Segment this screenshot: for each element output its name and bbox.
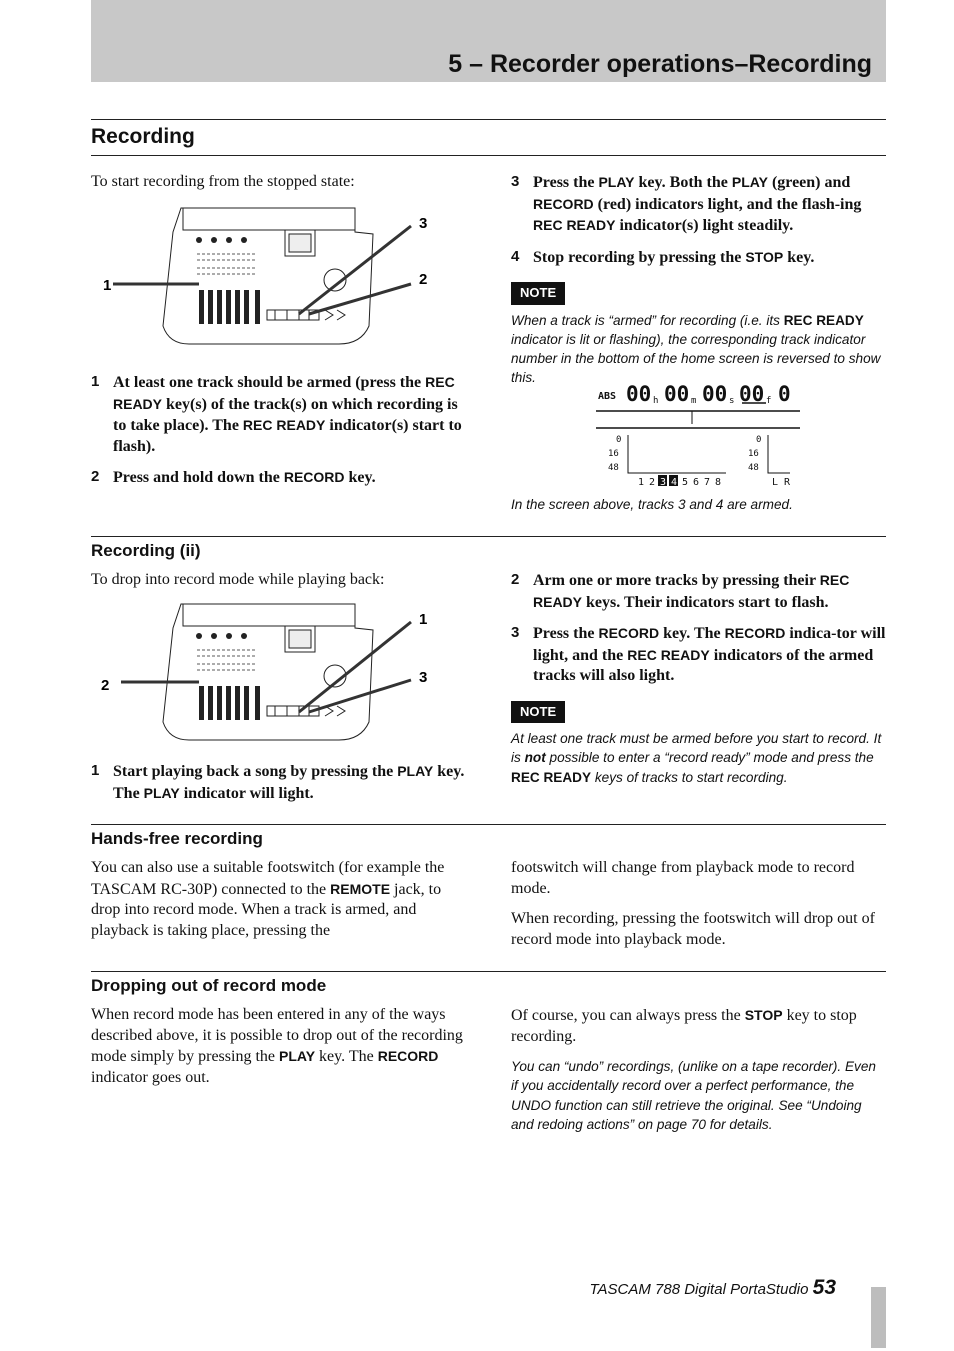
section-title-recording-ii: Recording (ii) [91, 541, 201, 560]
s1-steps-left [91, 372, 466, 499]
s1-intro: To start recording from the stopped state: [91, 173, 355, 190]
step-2 [511, 570, 886, 613]
lcd-minutes-unit: m [691, 396, 697, 406]
paragraph [91, 858, 466, 941]
step-text: indicator(s) light steadily. [615, 217, 794, 234]
section-title-dropping-out: Dropping out of record mode [91, 976, 327, 995]
step-number: 4 [511, 247, 520, 265]
lcd-track-number: 8 [715, 477, 722, 488]
section-title-recording: Recording [91, 125, 195, 148]
page-edge-tab [871, 1287, 886, 1348]
section-rule [91, 824, 886, 825]
callout-label: 1 [419, 611, 428, 628]
section-rule [91, 155, 886, 156]
paragraph-text: indicator goes out. [91, 1068, 210, 1086]
s1-steps-right [511, 172, 886, 388]
note-text [511, 729, 886, 787]
lcd-track-number: 6 [693, 477, 700, 488]
key-name: PLAY [278, 1048, 316, 1064]
section-rule [91, 119, 886, 120]
paragraph-text: Of course, you can always press the [511, 1007, 745, 1024]
key-name: PLAY [598, 174, 635, 190]
s2-steps-left [91, 761, 466, 814]
lcd-track-number: 4 [671, 477, 678, 488]
step-number: 2 [511, 571, 520, 588]
callout-label: 2 [419, 271, 428, 288]
key-name: REC READY [783, 312, 864, 328]
section-rule [91, 536, 886, 537]
paragraph-text: When record mode has been entered in any of the ways described above, it is possible to drop out of the recording mode simply by pressing the [91, 1006, 463, 1065]
recorder-illustration-2 [99, 600, 439, 746]
lcd-track-number: 1 [638, 477, 645, 488]
step-text: indicator(s) start to flash). [113, 417, 462, 455]
step-number: 1 [91, 373, 100, 390]
lcd-track-number: 5 [682, 477, 689, 488]
step-number: 2 [91, 468, 100, 485]
lcd-screen-illustration [594, 381, 804, 489]
lcd-meter-frame [768, 435, 790, 473]
key-name: RECORD [598, 625, 660, 641]
lcd-meter-frame [628, 435, 726, 473]
key-name: REC READY [533, 572, 850, 610]
note-text-part: possible to enter a “record ready” mode and press the [545, 750, 874, 766]
lcd-hours-unit: h [653, 396, 659, 406]
lcd-frames-unit: f [766, 396, 772, 406]
lcd-caption: In the screen above, tracks 3 and 4 are armed. [511, 497, 793, 512]
lcd-scale-label: 0 [616, 435, 622, 445]
step-number: 3 [511, 624, 520, 641]
lcd-seconds: 00 [702, 382, 728, 406]
step-text: indicator will light. [179, 784, 314, 802]
recorder-illustration-1 [99, 204, 439, 350]
s2-steps-right [511, 570, 886, 787]
step-number: 3 [511, 173, 520, 190]
step-text: key. Both the [634, 174, 732, 191]
tip-text: You can “undo” recordings, (unlike on a tape recorder). Even if you accidentally record over a perfect performance, the UNDO function can still retrieve the original. See “Undoing and redoing actions” on page 70 for details. [511, 1059, 876, 1132]
note-text-part: When a track is “armed” for recording (i.e. its [511, 312, 784, 328]
key-name: PLAY [143, 784, 180, 801]
lcd-frames: 00 [739, 382, 765, 406]
paragraph-text: key to stop recording. [511, 1007, 857, 1045]
note-text-part: indicator is lit or flashing), the corresponding track indicator number in the bottom of the home screen is reversed to show this. [511, 331, 881, 386]
step-number: 1 [91, 762, 100, 779]
step-text: key(s) of the track(s) on which recording is to take place). The [113, 395, 458, 434]
key-name: REC READY [627, 646, 710, 663]
step-1 [91, 372, 466, 457]
step-text: keys. Their indicators start to flash. [582, 593, 829, 611]
lcd-seconds-unit: s [729, 396, 735, 406]
lcd-subframe: 0 [778, 382, 791, 406]
paragraph: When recording, pressing the footswitch will drop out of record mode into playback mode. [511, 910, 875, 948]
lcd-track-number: 2 [649, 477, 656, 488]
key-name: REC READY [533, 217, 616, 233]
s3-right [511, 858, 886, 960]
callout-label: 2 [101, 677, 110, 694]
lcd-scale-label: 16 [748, 449, 759, 459]
paragraph [91, 1005, 466, 1088]
step-text: key. The [113, 763, 465, 802]
note-text-part: At least one track must be armed before you start to record. It is [511, 731, 882, 766]
paragraph-text: jack, to drop into record mode. When a track is armed, and playback is taking place, pressing the [91, 880, 442, 939]
note-emphasis: not [524, 750, 546, 766]
note-text [511, 311, 886, 388]
key-name: PLAY [731, 174, 768, 190]
step-text: key. The [659, 625, 725, 642]
key-name: REC READY [113, 374, 455, 412]
key-name: STOP [745, 248, 784, 265]
callout-lines [121, 622, 411, 712]
footer-product: TASCAM 788 Digital PortaStudio [589, 1281, 809, 1298]
note-badge: NOTE [511, 282, 565, 305]
step-4 [511, 247, 886, 269]
step-text: (red) indicators light, and the flash-ing [593, 195, 862, 213]
key-name: REC READY [242, 417, 326, 433]
page-number: 53 [812, 1276, 836, 1299]
s2-intro: To drop into record mode while playing back: [91, 571, 385, 588]
step-1 [91, 761, 466, 804]
chapter-header-band [91, 0, 886, 82]
paragraph-text: You can also use a suitable footswitch (for example the TASCAM RC-30P) connected to the [91, 859, 445, 898]
lcd-scale-label: 48 [748, 463, 759, 473]
s4-right [511, 1005, 886, 1134]
step-text: Start playing back a song by pressing the [113, 763, 398, 780]
step-text: Arm one or more tracks by pressing their [533, 572, 820, 589]
note-text-part: keys of tracks to start recording. [591, 769, 788, 785]
section-title-hands-free: Hands-free recording [91, 829, 263, 848]
note-badge: NOTE [511, 701, 565, 724]
step-text: (green) and [767, 174, 851, 191]
paragraph [511, 1005, 886, 1047]
section-rule [91, 971, 886, 972]
key-name: PLAY [397, 763, 434, 779]
lcd-track-number: 3 [660, 477, 667, 488]
callout-lines [113, 226, 411, 314]
step-text: indicators of the armed tracks will also light. [533, 646, 874, 684]
step-text: Press and hold down the [113, 469, 284, 486]
key-name: REC READY [511, 769, 592, 785]
step-text: key. [783, 248, 815, 266]
lcd-track-number: 7 [704, 477, 711, 488]
lcd-lr-label: L R [772, 477, 791, 488]
callout-label: 3 [419, 669, 428, 686]
key-name: RECORD [283, 469, 345, 485]
step-3 [511, 623, 886, 687]
lcd-scale-label: 0 [756, 435, 762, 445]
step-text: indica-tor will light, and the [533, 625, 886, 664]
s3-left [91, 858, 466, 951]
step-3 [511, 172, 886, 237]
step-text: At least one track should be armed (press the [113, 374, 426, 391]
step-text: key. [344, 469, 376, 486]
lcd-scale-label: 48 [608, 463, 619, 473]
page-footer [589, 1276, 836, 1300]
step-text: Press the [533, 174, 599, 191]
chapter-title: 5 – Recorder operations–Recording [448, 50, 872, 78]
recorder-device-drawing [163, 208, 373, 344]
key-name: STOP [744, 1007, 783, 1023]
recorder-device-drawing [163, 604, 373, 740]
lcd-hours: 00 [626, 382, 652, 406]
paragraph: footswitch will change from playback mode to record mode. [511, 859, 855, 897]
callout-label: 1 [103, 277, 112, 294]
lcd-minutes: 00 [664, 382, 690, 406]
step-2 [91, 467, 466, 489]
callout-label: 3 [419, 215, 428, 232]
s4-left [91, 1005, 466, 1098]
step-text: Press the [533, 625, 599, 642]
lcd-scale-label: 16 [608, 449, 619, 459]
key-name: REMOTE [330, 880, 391, 897]
key-name: RECORD [724, 625, 786, 641]
paragraph-text: key. The [315, 1048, 378, 1065]
step-text: Stop recording by pressing the [533, 248, 746, 266]
key-name: RECORD [533, 195, 594, 212]
lcd-abs-label: ABS [598, 391, 617, 402]
key-name: RECORD [377, 1048, 439, 1064]
